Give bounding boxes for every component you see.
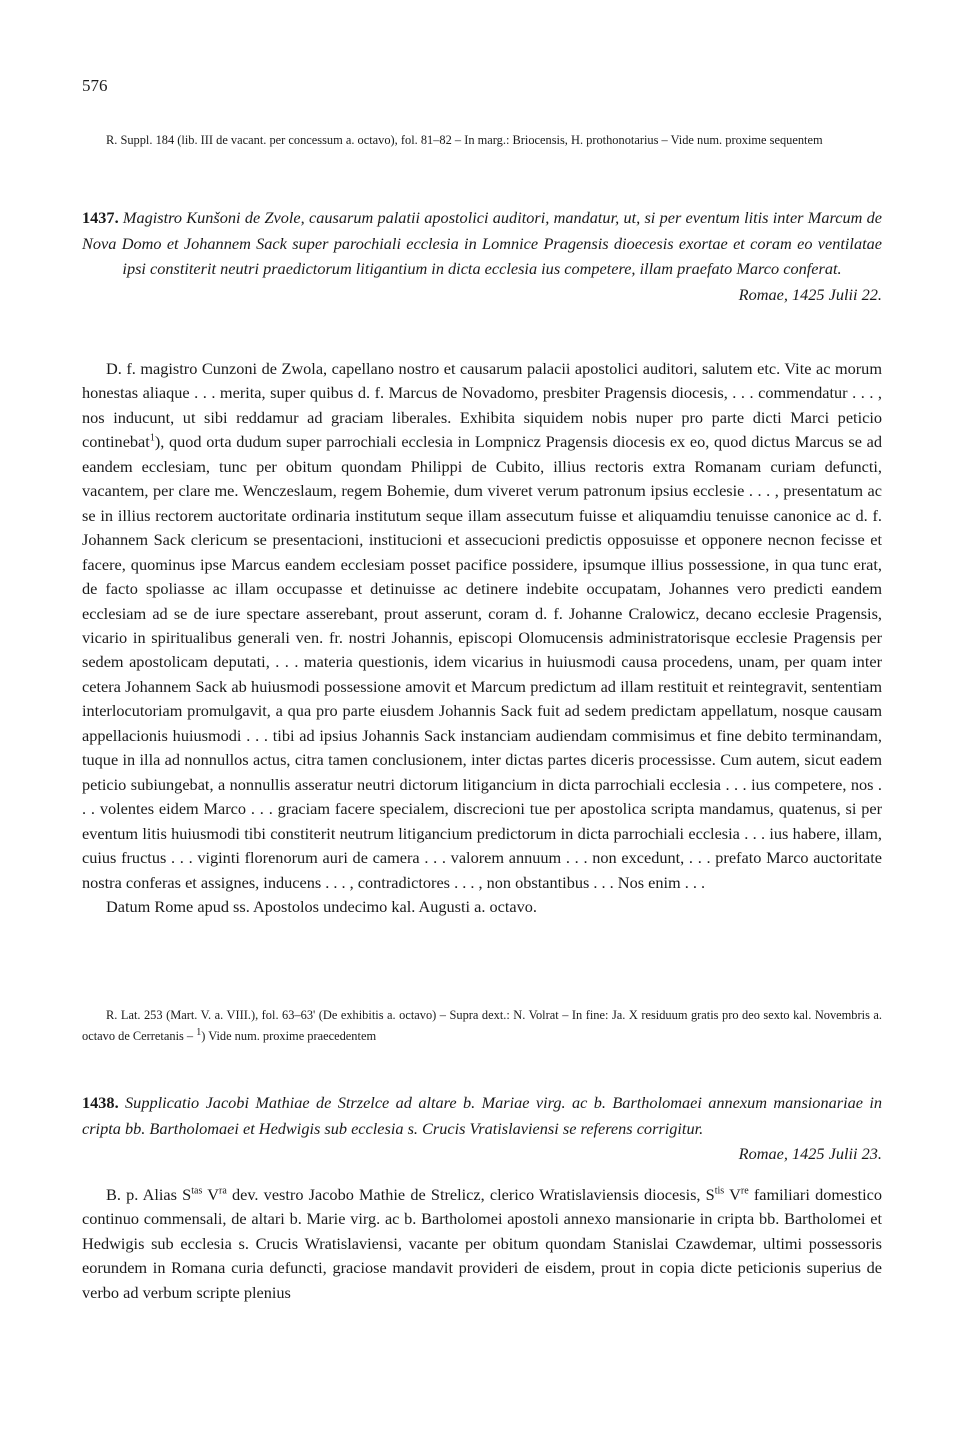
body-paragraph	[82, 1183, 882, 1305]
regest-1438	[82, 1090, 882, 1167]
document-text-1438	[82, 1183, 882, 1305]
regest-1437-text	[82, 205, 882, 282]
entry-number-1437: 1437.	[82, 208, 119, 227]
regest-1438-text	[82, 1090, 882, 1141]
body-text-part: V	[724, 1185, 741, 1204]
datum-line: Datum Rome apud ss. Apostolos undecimo kal. Augusti a. octavo.	[106, 896, 537, 916]
regest-1437-summary: Magistro Kunšoni de Zvole, causarum palatii apostolici auditori, mandatur, ut, si per eventum litis inter Marcum de Nova Domo et Johannem Sack super parochiali ecclesia in Lomnice Pragensis dioecesis exortae et coram eo ventilatae ipsi constiterit neutri praedictorum litigantium in dicta ecclesia ius competere, illam praefato Marco conferat.	[82, 208, 882, 279]
superscript-abbrev: tis	[714, 1185, 725, 1197]
body-text-part: familiari domestico continuo commensali, de altari b. Marie virg. ac b. Bartholomei apostoli annexo mansionarie in cripta bb. Bartholomei et Hedwigis sub ecclesia s. Crucis Wratislaviensi, vacante per obitum quondam Stanislai Czawdemar, ultimi possessoris eorundem in Romana curia defuncti, graciose mandavit provideri de eisdem, prout in copia dicte peticionis superius de verbo ad verbum scripte plenius	[82, 1185, 882, 1302]
superscript-abbrev: re	[740, 1185, 749, 1197]
footnote-marker: 1	[196, 1026, 202, 1038]
entry-number-1438: 1438.	[82, 1093, 119, 1112]
regest-1437	[82, 205, 882, 307]
footnote-marker: 1	[149, 432, 155, 444]
superscript-abbrev: ra	[219, 1185, 227, 1197]
body-text-part: B. p. Alias S	[106, 1185, 192, 1204]
archival-note-top: R. Suppl. 184 (lib. III de vacant. per concessum a. octavo), fol. 81–82 – In marg.: Briocensis, H. prothonotarius – Vide num. proxime sequentem	[106, 133, 823, 147]
body-paragraph	[82, 357, 882, 895]
body-text-part: D. f. magistro Cunzoni de Zwola, capellano nostro et causarum palacii apostolici auditori, salutem etc. Vite ac morum honestas aliaque . . . merita, super quibus d. f. Marcus de Novadomo, presbiter Pragensis diocesis, . . . commendatur . . . , nos inducunt, ut sibi reddamur ad graciam liberales. Exhibita siquidem nobis nuper pro parte dicti Marci peticio continebat	[82, 359, 882, 452]
body-text-part: ), quod orta dudum super parrochiali ecclesia in Lompnicz Pragensis diocesis ex eo, quod dictus Marcus se ad eandem ecclesiam, tunc per obitum quondam Philippi de Cubito, illius rectoris extra Romanam curiam defuncti, vacantem, per clare me. Wenczeslaum, regem Bohemie, dum viveret verum patronum ipsius ecclesie . . . , presentatum ac se in illius rectorem auctoritate ordinaria institutum seque illam assecutum fuisse et aliquamdiu tenuisse canonice ac d. f. Johannem Sack clericum se presentacioni, institucioni et assecucioni predictis opposuisse et opponere necnon fecisse et facere, quominus ipse Marcus eandem ecclesiam posset pacifice possidere, ipsumque illius possessione, in qua tunc erat, de facto spoliasse ac illam occupasse et detinuisse ac detinere indebite occupatam, Johannes vero predicti eandem ecclesiam ad se de iure spectare asserebant, prout asserunt, coram d. f. Johanne Cralowicz, decano ecclesie Pragensis, vicario in spiritualibus generali ven. fr. nostri Johannis, episcopi Olomucensis administratorisque ecclesie Pragensis per sedem apostolicam deputati, . . . materia questionis, idem vicarius in huiusmodi causa procedens, unam, per quam inter cetera Johannem Sack ab huiusmodi possessione amovit et Marcum predictum ad illam restituit et reintegravit, sententiam interlocutoriam promulgavit, a qua pro parte eiusdem Johannis Sack fuit ad sedem predictam appellatum, nosque causam appellacionis huiusmodi . . . tibi ad ipsius Johannis Sack instanciam audiendam commisimus et fine debito terminandam, tuque in illa ad nonnullos actus, citra tamen conclusionem, inter dictas partes diceris processisse. Cum autem, sicut eadem peticio subiungebat, a nonnullis asseratur neutri dictorum litigancium in dicta parrochiali ecclesia . . . ius competere, nos . . . volentes eidem Marco . . . graciam facere specialem, discrecioni tue per apostolica scripta mandamus, quatenus, si per eventum litis huiusmodi tibi constiterit neutrum litigancium predictorum in dicta parrochiali ecclesia . . . ius habere, illam, cuius fructus . . . viginti florenorum auri de camera . . . valorem annuum . . . non excedunt, . . . prefato Marco auctoritate nostra conferas et assignes, inducens . . . , contradictores . . . , non obstantibus . . . Nos enim . . .	[82, 432, 882, 892]
regest-1438-summary: Supplicatio Jacobi Mathiae de Strzelce ad altare b. Mariae virg. ac b. Bartholomaei annexum mansionariae in cripta bb. Bartholomaei et Hedwigis sub ecclesia s. Crucis Vratislaviensi se referens corrigitur.	[82, 1093, 882, 1138]
regest-1438-date: Romae, 1425 Julii 23.	[738, 1144, 882, 1164]
body-text-part: V	[202, 1185, 219, 1204]
document-text-1437	[82, 357, 882, 919]
page-number: 576	[82, 76, 108, 95]
superscript-abbrev: tas	[191, 1185, 203, 1197]
note-text: ) Vide num. proxime praecedentem	[201, 1029, 377, 1043]
note-text: R. Lat. 253 (Mart. V. a. VIII.), fol. 63–63' (De exhibitis a. octavo) – Supra dext.: N. Volrat – In fine: Ja. X residuum gratis pro deo sexto kal. Novembris a. octavo de Cerretanis –	[82, 1008, 882, 1043]
regest-1437-date: Romae, 1425 Julii 22.	[738, 284, 882, 304]
body-text-part: dev. vestro Jacobo Mathie de Strelicz, clerico Wratislaviensis diocesis, S	[226, 1185, 715, 1204]
archival-note-1437	[82, 1005, 882, 1047]
